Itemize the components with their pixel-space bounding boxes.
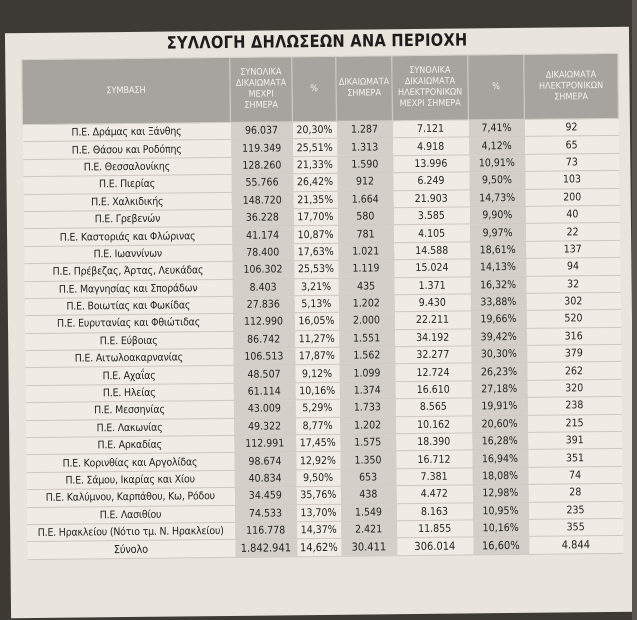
cell-pct1: 20,30% xyxy=(292,121,336,139)
cell-etotal: 7.381 xyxy=(396,468,472,486)
cell-total: 106.302 xyxy=(232,261,294,279)
cell-today: 1.313 xyxy=(337,138,393,156)
cell-total: 98.674 xyxy=(234,452,296,470)
cell-total: 106.513 xyxy=(233,348,295,366)
cell-etotal: 306.014 xyxy=(397,537,473,555)
cell-pct1: 17,87% xyxy=(295,347,339,365)
cell-pct2: 39,42% xyxy=(471,328,527,346)
cell-today: 2.000 xyxy=(338,312,394,330)
cell-pct1: 21,33% xyxy=(293,156,337,174)
cell-total: 112.990 xyxy=(232,313,294,331)
header-total-rights: ΣΥΝΟΛΙΚΑ ΔΙΚΑΙΩΜΑΤΑ ΜΕΧΡΙ ΣΗΜΕΡΑ xyxy=(230,57,293,123)
cell-region: Π.Ε. Καστοριάς και Φλώρινας xyxy=(24,227,232,247)
cell-pct2: 18,61% xyxy=(470,241,526,259)
cell-region: Π.Ε. Δράμας και Ξάνθης xyxy=(22,122,230,142)
cell-etoday: 391 xyxy=(528,431,622,449)
cell-etoday: 73 xyxy=(525,153,619,171)
cell-region: Π.Ε. Θεσσαλονίκης xyxy=(23,157,231,177)
cell-pct2: 10,16% xyxy=(473,519,529,537)
cell-pct1: 9,50% xyxy=(296,469,340,487)
cell-pct2: 10,95% xyxy=(472,502,528,520)
cell-total: 86.742 xyxy=(233,330,295,348)
cell-pct2: 16,28% xyxy=(472,432,528,450)
cell-total: 96.037 xyxy=(230,122,292,140)
cell-today: 30.411 xyxy=(341,538,397,556)
cell-etotal: 4.472 xyxy=(396,485,472,503)
cell-etoday: 22 xyxy=(525,223,619,241)
header-total-electronic: ΣΥΝΟΛΙΚΑ ΔΙΚΑΙΩΜΑΤΑ ΗΛΕΚΤΡΟΝΙΚΩΝ ΜΕΧΡΙ ΣΗΜΕΡΑ xyxy=(392,55,469,121)
cell-etotal: 8.565 xyxy=(395,398,471,416)
cell-region: Π.Ε. Αχαΐας xyxy=(25,366,233,386)
header-region: ΣΥΜΒΑΣΗ xyxy=(22,57,231,124)
cell-region: Π.Ε. Μαγνησίας και Σποράδων xyxy=(24,279,232,299)
cell-total: 49.322 xyxy=(233,417,295,435)
cell-total: 40.834 xyxy=(234,470,296,488)
cell-etotal: 32.277 xyxy=(395,346,471,364)
cell-total: 78.400 xyxy=(232,244,294,262)
cell-pct1: 26,42% xyxy=(293,173,337,191)
cell-etoday: 320 xyxy=(527,379,621,397)
cell-etoday: 74 xyxy=(528,466,622,484)
cell-etotal: 11.855 xyxy=(397,520,473,538)
cell-pct2: 7,41% xyxy=(468,119,524,137)
cell-etotal: 16.610 xyxy=(395,381,471,399)
cell-etoday: 137 xyxy=(526,240,620,258)
cell-today: 1.374 xyxy=(339,382,395,400)
header-electronic-today: ΔΙΚΑΙΩΜΑΤΑ ΗΛΕΚΤΡΟΝΙΚΩΝ ΣΗΜΕΡΑ xyxy=(524,53,619,119)
cell-etoday: 92 xyxy=(524,118,618,136)
cell-today: 1.287 xyxy=(336,121,392,139)
cell-total: 128.260 xyxy=(231,157,293,175)
cell-etoday: 379 xyxy=(527,344,621,362)
cell-total: 48.507 xyxy=(233,365,295,383)
table-title: ΣΥΛΛΟΓΗ ΔΗΛΩΣΕΩΝ ΑΝΑ ΠΕΡΙΟΧΗ xyxy=(166,30,468,54)
cell-etotal: 12.724 xyxy=(395,363,471,381)
cell-today: 1.575 xyxy=(340,434,396,452)
cell-region: Π.Ε. Ευρυτανίας και Φθιώτιδας xyxy=(24,314,232,334)
cell-etoday: 302 xyxy=(526,292,620,310)
cell-pct2: 14,73% xyxy=(469,189,525,207)
cell-etoday: 94 xyxy=(526,257,620,275)
cell-pct2: 16,94% xyxy=(472,450,528,468)
cell-today: 653 xyxy=(340,469,396,487)
header-row xyxy=(22,53,619,124)
cell-today: 1.099 xyxy=(339,364,395,382)
cell-pct2: 12,98% xyxy=(472,485,528,503)
cell-etoday: 262 xyxy=(527,362,621,380)
cell-region: Π.Ε. Σάμου, Ικαρίας και Χίου xyxy=(26,470,234,490)
cell-etotal: 10.162 xyxy=(395,416,471,434)
cell-etotal: 4.918 xyxy=(393,137,469,155)
cell-pct2: 16,32% xyxy=(470,276,526,294)
cell-etotal: 22.211 xyxy=(394,311,470,329)
cell-today: 438 xyxy=(340,486,396,504)
cell-etoday: 28 xyxy=(528,484,622,502)
cell-total: 74.533 xyxy=(234,504,296,522)
cell-etotal: 6.249 xyxy=(393,172,469,190)
cell-total: 43.009 xyxy=(233,400,295,418)
cell-pct1: 25,51% xyxy=(293,139,337,157)
cell-today: 1.119 xyxy=(338,260,394,278)
cell-total: 116.778 xyxy=(235,522,297,540)
cell-pct1: 17,70% xyxy=(293,208,337,226)
cell-total: 34.459 xyxy=(234,487,296,505)
cell-etotal: 3.585 xyxy=(393,207,469,225)
newspaper-page xyxy=(5,27,635,619)
cell-today: 1.562 xyxy=(339,347,395,365)
cell-total: 8.403 xyxy=(232,278,294,296)
cell-pct1: 10,16% xyxy=(295,382,339,400)
cell-pct1: 17,63% xyxy=(294,243,338,261)
cell-region: Π.Ε. Πρέβεζας, Άρτας, Λευκάδας xyxy=(24,262,232,282)
cell-pct1: 5,13% xyxy=(294,295,338,313)
cell-pct2: 20,60% xyxy=(471,415,527,433)
cell-region: Π.Ε. Πιερίας xyxy=(23,175,231,195)
cell-total: 27.836 xyxy=(232,296,294,314)
cell-today: 435 xyxy=(338,277,394,295)
cell-pct2: 19,91% xyxy=(471,398,527,416)
cell-total: 119.349 xyxy=(231,139,293,157)
cell-pct1: 16,05% xyxy=(294,313,338,331)
cell-region: Π.Ε. Αρκαδίας xyxy=(26,435,234,455)
cell-today: 1.733 xyxy=(339,399,395,417)
cell-pct1: 35,76% xyxy=(296,487,340,505)
cell-today: 1.551 xyxy=(339,329,395,347)
cell-pct2: 18,08% xyxy=(472,467,528,485)
cell-today: 912 xyxy=(337,173,393,191)
cell-today: 2.421 xyxy=(341,521,397,539)
cell-region: Π.Ε. Μεσσηνίας xyxy=(25,401,233,421)
cell-etoday: 32 xyxy=(526,275,620,293)
cell-etotal: 7.121 xyxy=(392,120,468,138)
header-pct2: % xyxy=(468,54,525,120)
cell-etotal: 34.192 xyxy=(395,329,471,347)
cell-etoday: 215 xyxy=(527,414,621,432)
cell-etotal: 16.712 xyxy=(396,450,472,468)
cell-pct2: 14,13% xyxy=(470,258,526,276)
cell-etotal: 13.996 xyxy=(393,155,469,173)
cell-etoday: 103 xyxy=(525,171,619,189)
cell-region: Π.Ε. Εύβοιας xyxy=(25,331,233,351)
cell-today: 1.549 xyxy=(340,503,396,521)
cell-total: 41.174 xyxy=(231,226,293,244)
cell-region: Π.Ε. Ιωαννίνων xyxy=(24,244,232,264)
cell-pct1: 14,62% xyxy=(297,539,341,557)
cell-today: 781 xyxy=(337,225,393,243)
cell-total: 61.114 xyxy=(233,383,295,401)
cell-pct1: 5,29% xyxy=(295,400,339,418)
cell-etoday: 235 xyxy=(528,501,622,519)
cell-pct2: 9,90% xyxy=(469,206,525,224)
cell-pct2: 10,91% xyxy=(469,154,525,172)
declarations-table xyxy=(21,53,623,560)
cell-etotal: 14.588 xyxy=(394,242,470,260)
cell-pct2: 9,97% xyxy=(469,224,525,242)
cell-etotal: 15.024 xyxy=(394,259,470,277)
cell-today: 580 xyxy=(337,208,393,226)
cell-pct1: 13,70% xyxy=(296,504,340,522)
cell-pct2: 19,66% xyxy=(470,311,526,329)
cell-region: Π.Ε. Κορινθίας και Αργολίδας xyxy=(26,453,234,473)
cell-total: 36.228 xyxy=(231,209,293,227)
cell-today: 1.350 xyxy=(340,451,396,469)
cell-region: Π.Ε. Χαλκιδικής xyxy=(23,192,231,212)
cell-today: 1.590 xyxy=(337,156,393,174)
cell-today: 1.202 xyxy=(338,295,394,313)
cell-total: 55.766 xyxy=(231,174,293,192)
cell-total: 1.842.941 xyxy=(235,539,297,557)
cell-pct2: 26,23% xyxy=(471,363,527,381)
cell-pct1: 11,27% xyxy=(295,330,339,348)
cell-today: 1.202 xyxy=(339,416,395,434)
cell-etoday: 316 xyxy=(527,327,621,345)
cell-etoday: 4.844 xyxy=(529,536,623,554)
cell-pct1: 3,21% xyxy=(294,278,338,296)
cell-today: 1.664 xyxy=(337,190,393,208)
cell-etotal: 21.903 xyxy=(393,189,469,207)
table-body xyxy=(22,118,623,559)
cell-pct1: 10,87% xyxy=(293,226,337,244)
cell-etoday: 355 xyxy=(529,518,623,536)
cell-etoday: 520 xyxy=(526,310,620,328)
cell-etotal: 4.105 xyxy=(393,224,469,242)
header-pct1: % xyxy=(292,56,337,121)
cell-etotal: 8.163 xyxy=(396,503,472,521)
cell-region: Π.Ε. Λακωνίας xyxy=(26,418,234,438)
cell-pct1: 25,53% xyxy=(294,260,338,278)
cell-pct2: 9,50% xyxy=(469,172,525,190)
cell-pct1: 12,92% xyxy=(296,452,340,470)
cell-pct2: 16,60% xyxy=(473,537,529,555)
cell-region: Σύνολο xyxy=(27,540,235,560)
cell-region: Π.Ε. Αιτωλοακαρνανίας xyxy=(25,348,233,368)
cell-total: 148.720 xyxy=(231,191,293,209)
cell-pct2: 33,88% xyxy=(470,293,526,311)
cell-region: Π.Ε. Ηλείας xyxy=(25,383,233,403)
cell-pct2: 4,12% xyxy=(469,137,525,155)
cell-region: Π.Ε. Γρεβενών xyxy=(23,209,231,229)
cell-region: Π.Ε. Λασιθίου xyxy=(26,505,234,525)
cell-pct1: 9,12% xyxy=(295,365,339,383)
cell-etotal: 18.390 xyxy=(396,433,472,451)
cell-region: Π.Ε. Καλύμνου, Καρπάθου, Κω, Ρόδου xyxy=(26,488,234,508)
cell-region: Π.Ε. Θάσου και Ροδόπης xyxy=(23,140,231,160)
cell-etoday: 200 xyxy=(525,188,619,206)
cell-region: Π.Ε. Βοιωτίας και Φωκίδας xyxy=(24,296,232,316)
cell-etoday: 351 xyxy=(528,449,622,467)
cell-etoday: 238 xyxy=(527,397,621,415)
cell-etotal: 1.371 xyxy=(394,276,470,294)
cell-total: 112.991 xyxy=(234,435,296,453)
cell-pct1: 21,35% xyxy=(293,191,337,209)
header-rights-today: ΔΙΚΑΙΩΜΑΤΑ ΣΗΜΕΡΑ xyxy=(336,56,393,122)
cell-pct2: 30,30% xyxy=(471,345,527,363)
cell-region: Π.Ε. Ηρακλείου (Νότιο τμ. Ν. Ηρακλείου) xyxy=(27,522,235,542)
cell-pct1: 8,77% xyxy=(295,417,339,435)
cell-etoday: 40 xyxy=(525,205,619,223)
page-edge xyxy=(632,0,637,620)
cell-pct1: 14,37% xyxy=(297,521,341,539)
cell-etotal: 9.430 xyxy=(394,294,470,312)
cell-today: 1.021 xyxy=(338,242,394,260)
cell-etoday: 65 xyxy=(525,136,619,154)
cell-pct1: 17,45% xyxy=(296,434,340,452)
cell-pct2: 27,18% xyxy=(471,380,527,398)
